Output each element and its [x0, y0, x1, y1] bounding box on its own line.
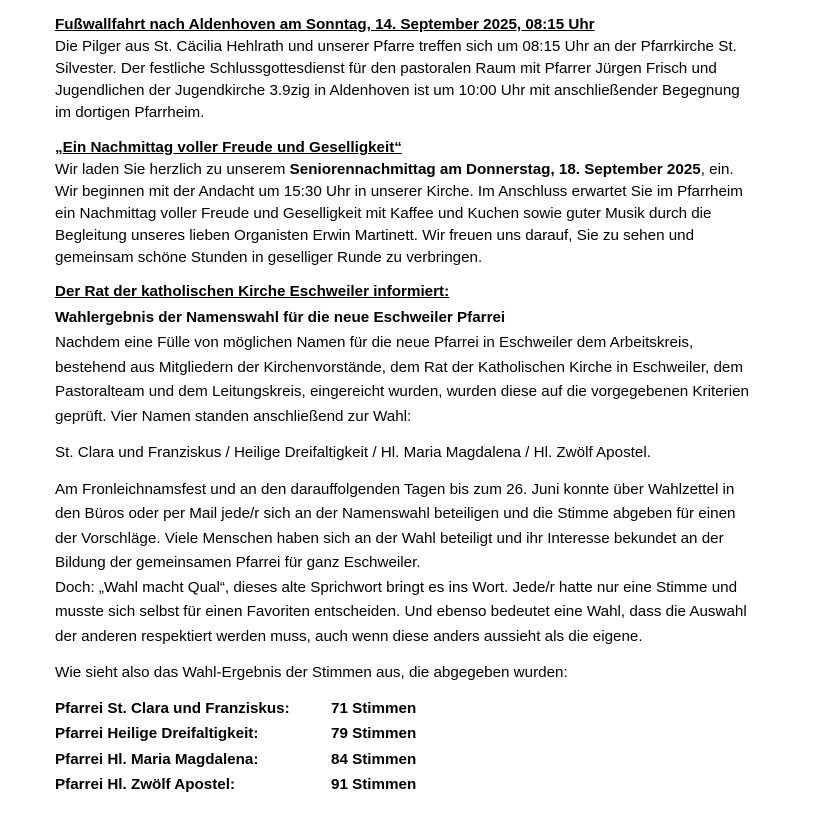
invite-text: Wir laden Sie herzlich zu unserem — [55, 161, 290, 178]
pilgrimage-line: im dortigen Pfarrheim. — [55, 104, 205, 121]
paragraph-line: Nachdem eine Fülle von möglichen Namen für die neue Pfarrei in Eschweiler dem Arbeitskreis, — [55, 334, 694, 351]
council-heading: Der Rat der katholischen Kirche Eschweiler informiert: — [55, 283, 450, 300]
vote-count: 71 Stimmen — [331, 699, 417, 717]
senior-afternoon-line — [55, 159, 778, 181]
paragraph-line: Doch: „Wahl macht Qual“, dieses alte Sprichwort bringt es ins Wort. Jede/r hatte nur eine Stimme und — [55, 578, 738, 596]
pilgrimage-heading: Fußwallfahrt nach Aldenhoven am Sonntag, 14. September 2025, 08:15 Uhr — [55, 16, 595, 33]
senior-afternoon-line: ein Nachmittag voller Freude und Geselligkeit mit Kaffee und Kuchen sowie guter Musik durch die — [55, 205, 712, 222]
parish-name: Pfarrei St. Clara und Franziskus: — [55, 699, 290, 717]
vote-count: 91 Stimmen — [331, 776, 417, 793]
parish-name: Pfarrei Hl. Zwölf Apostel: — [55, 776, 236, 793]
pilgrimage-line: Jugendlichen der Jugendkirche 3.9zig in Aldenhoven ist um 10:00 Uhr mit anschließender Begegnung — [55, 82, 740, 99]
paragraph-line: geprüft. Vier Namen standen anschließend zur Wahl: — [55, 407, 412, 425]
result-row — [55, 696, 778, 722]
section-pilgrimage — [55, 14, 778, 124]
vote-count: 79 Stimmen — [331, 725, 417, 742]
paragraph-line: Pastoralteam und dem Leitungskreis, eingereicht wurden, wurden diese auf die vorgegebenen Kriterien — [55, 383, 749, 400]
result-row — [55, 747, 778, 773]
senior-afternoon-line: gemeinsam schöne Stunden in geselliger Runde zu verbringen. — [55, 249, 483, 266]
senior-afternoon-line: Begleitung unseres lieben Organisten Erwin Martinett. Wir freuen uns darauf, Sie zu sehen und — [55, 227, 695, 244]
parish-name: Pfarrei Hl. Maria Magdalena: — [55, 750, 259, 768]
paragraph-line: musste sich selbst für einen Favoriten entscheiden. Und ebenso bedeutet eine Wahl, dass die Auswahl — [55, 603, 747, 620]
document-page — [55, 14, 778, 798]
paragraph-line: Bildung der gemeinsamen Pfarrei für ganz Eschweiler. — [55, 554, 421, 571]
invite-text-end: , ein. — [700, 161, 734, 178]
pilgrimage-line: Die Pilger aus St. Cäcilia Hehlrath und unserer Pfarre treffen sich um 08:15 Uhr an der Pfarrkirche St. — [55, 38, 737, 55]
senior-afternoon-heading: „Ein Nachmittag voller Freude und Geselligkeit“ — [55, 139, 402, 156]
result-row — [55, 721, 778, 747]
results-question: Wie sieht also das Wahl-Ergebnis der Stimmen aus, die abgegeben wurden: — [55, 664, 568, 681]
parish-name: Pfarrei Heilige Dreifaltigkeit: — [55, 725, 259, 742]
election-intro-paragraph — [55, 331, 778, 429]
paragraph-line: der anderen respektiert werden muss, auch wenn diese anders aussieht als die eigene. — [55, 627, 643, 645]
results-list — [55, 696, 778, 798]
paragraph-line: der Vorschläge. Viele Menschen haben sich an der Wahl beteiligt und ihr Interesse bekundet an der — [55, 529, 724, 547]
paragraph-line: Am Fronleichnamsfest und an den darauffolgenden Tagen bis zum 26. Juni konnte über Wahlzettel in — [55, 480, 735, 498]
paragraph-line: den Büros oder per Mail jede/r sich an der Namenswahl beteiligen und die Stimme abgeben für einen — [55, 505, 736, 522]
section-council — [55, 281, 778, 798]
candidate-names: St. Clara und Franziskus / Heilige Dreifaltigkeit / Hl. Maria Magdalena / Hl. Zwölf Apostel. — [55, 444, 651, 461]
vote-count: 84 Stimmen — [331, 750, 417, 768]
result-row — [55, 772, 778, 798]
voting-paragraph — [55, 478, 778, 650]
paragraph-line: bestehend aus Mitgliedern der Kirchenvorstände, dem Rat der Katholischen Kirche in Eschweiler, dem — [55, 358, 744, 376]
event-date: Seniorennachmittag am Donnerstag, 18. September 2025 — [289, 161, 701, 178]
election-subheading: Wahlergebnis der Namenswahl für die neue Eschweiler Pfarrei — [55, 309, 506, 326]
section-senior-afternoon — [55, 137, 778, 269]
pilgrimage-line: Silvester. Der festliche Schlussgottesdienst für den pastoralen Raum mit Pfarrer Jürgen Frisch und — [55, 60, 717, 77]
senior-afternoon-line: Wir beginnen mit der Andacht um 15:30 Uhr in unserer Kirche. Im Anschluss erwartet Sie im Pfarrheim — [55, 183, 743, 200]
